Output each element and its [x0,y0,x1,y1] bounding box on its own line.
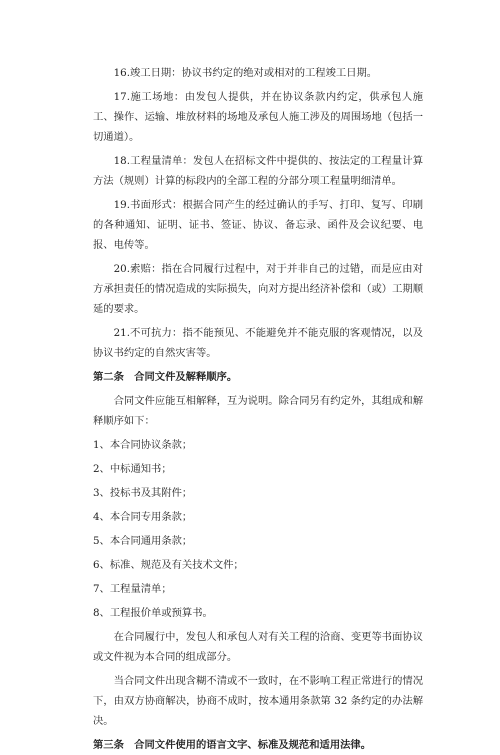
clause-17-construction-site: 17.施工场地：由发包人提供，并在协议条款内约定，供承包人施工、操作、运输、堆放材料的场地及承包人施工涉及的周围场地（包括一切通道）。 [93,91,423,143]
article-2-intro: 合同文件应能互相解释，互为说明。除合同另有约定外，其组成和解释顺序如下： [93,395,423,427]
list-item: 6、标准、规范及有关技术文件； [93,559,244,571]
list-item: 3、投标书及其附件； [93,487,193,499]
article-3-heading: 第三条 合同文件使用的语言文字、标准及规范和适用法律。 [93,739,372,751]
clause-16-completion-date: 16.竣工日期：协议书约定的绝对或相对的工程竣工日期。 [113,67,378,79]
clause-21-force-majeure: 21.不可抗力：指不能预见、不能避免并不能克服的客观情况，以及协议书约定的自然灾害等。 [93,327,423,359]
clause-18-bill-of-quantities: 18.工程量清单：发包人在招标文件中提供的、按法定的工程量计算方法（规则）计算的标段内的全部工程的分部分项工程量明细清单。 [93,155,423,187]
document-order-list [93,435,423,623]
document-body [93,63,423,755]
clause-20-claim: 20.索赔：指在合同履行过程中，对于并非自己的过错，而是应由对方承担责任的情况造成的实际损失，向对方提出经济补偿和（或）工期顺延的要求。 [93,263,423,315]
list-item: 2、中标通知书； [93,463,172,475]
article-2-heading: 第二条 合同文件及解释顺序。 [93,371,238,383]
article-2-ambiguity: 当合同文件出现含糊不清或不一致时，在不影响工程正常进行的情况下，由双方协商解决，协商不成时，按本通用条款第 32 条约定的办法解决。 [93,675,423,727]
list-item: 8、工程报价单或预算书。 [93,607,213,619]
article-2-supplement: 在合同履行中，发包人和承包人对有关工程的洽商、变更等书面协议或文件视为本合同的组成部分。 [93,631,423,663]
list-item: 5、本合同通用条款； [93,535,193,547]
clause-19-written-form: 19.书面形式：根据合同产生的经过确认的手写、打印、复写、印刷的各种通知、证明、证书、签证、协议、备忘录、函件及会议纪要、电报、电传等。 [93,199,423,251]
list-item: 1、本合同协议条款； [93,439,193,451]
list-item: 7、工程量清单； [93,583,172,595]
list-item: 4、本合同专用条款； [93,511,193,523]
